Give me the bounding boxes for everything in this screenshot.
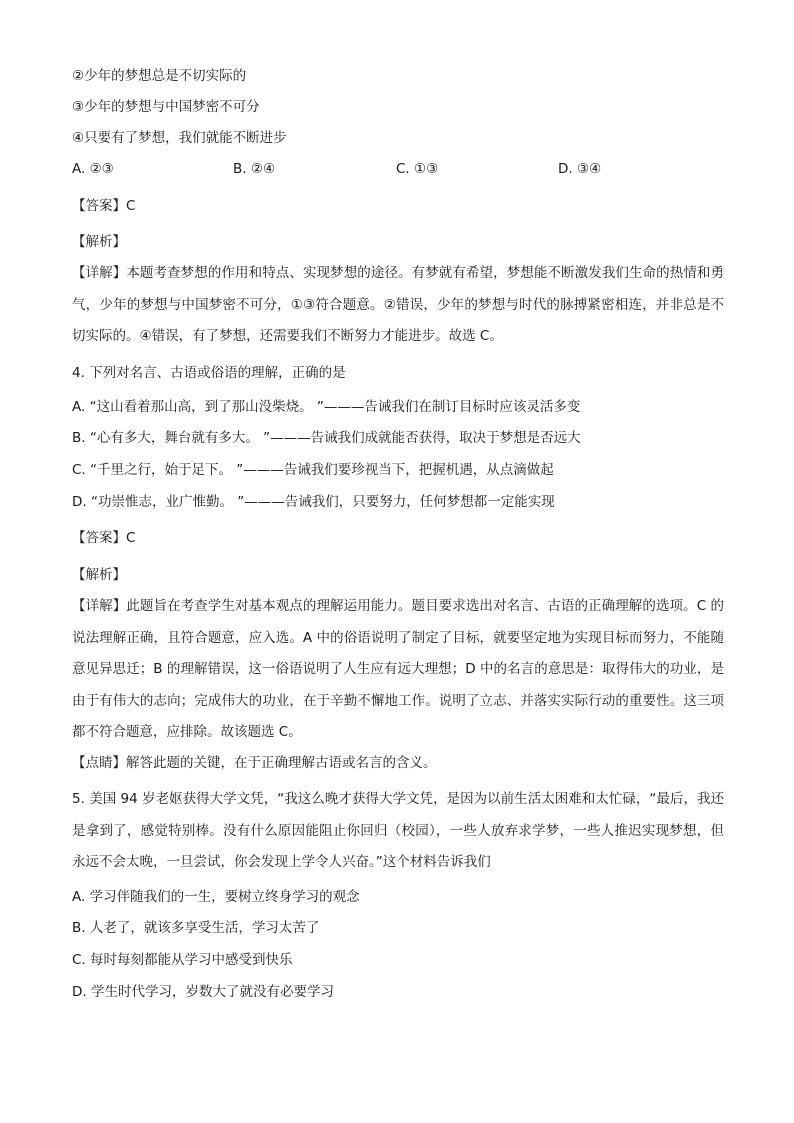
- q4-detail: 【详解】此题旨在考查学生对基本观点的理解运用能力。题目要求选出对名言、古语的正确理解的选项。C 的说法理解正确，且符合题意，应入选。A 中的俗语说明了制定了目标，就要坚定地为实现目标而努力，不能随意见异思迁；B 的理解错误，这一俗语说明了人生应有远大理想；D 中的名言的意思是：取得伟大的功业，是由于有伟大的志向；完成伟大的功业，在于辛勤不懈地工作。说明了立志、并落实实际行动的重要性。这三项都不符合题意，应排除。故该题选 C。: [72, 598, 724, 740]
- q4-option-b: B. “心有多大，舞台就有多大。 ”———告诫我们成就能否获得，取决于梦想是否远大: [72, 430, 581, 446]
- q4-analysis-title: 【解析】: [72, 567, 126, 583]
- q4-answer: 【答案】C: [72, 530, 136, 546]
- q3-analysis-title: 【解析】: [72, 234, 126, 250]
- q3-statement-4: ④只要有了梦想，我们就能不断进步: [72, 130, 287, 146]
- q5-option-c: C. 每时每刻都能从学习中感受到快乐: [72, 952, 293, 968]
- q5-stem: 5. 美国 94 岁老妪获得大学文凭，“我这么晚才获得大学文凭，是因为以前生活太困难和太忙碌，“最后，我还是拿到了，感觉特别棒。没有什么原因能阻止你回归（校园），一些人放弃求学梦，一些人推迟实现梦想，但永远不会太晚，一旦尝试，你会发现上学令人兴奋。”这个材料告诉我们: [72, 791, 724, 870]
- q3-option-d: D. ③④: [558, 161, 602, 177]
- q3-statement-2: ②少年的梦想总是不切实际的: [72, 68, 247, 84]
- q3-options: [72, 158, 732, 180]
- q4-option-c: C. “千里之行，始于足下。 ”———告诫我们要珍视当下，把握机遇，从点滴做起: [72, 462, 554, 478]
- q3-option-b: B. ②④: [233, 161, 276, 177]
- q5-option-b: B. 人老了，就该多享受生活，学习太苦了: [72, 920, 320, 936]
- q4-stem: 4. 下列对名言、古语或俗语的理解，正确的是: [72, 365, 346, 381]
- q3-option-c: C. ①③: [396, 161, 439, 177]
- q4-tip: 【点睛】解答此题的关键，在于正确理解古语或名言的含义。: [72, 755, 437, 771]
- q3-statement-3: ③少年的梦想与中国梦密不可分: [72, 99, 260, 115]
- q3-detail: 【详解】本题考查梦想的作用和特点、实现梦想的途径。有梦就有希望，梦想能不断激发我们生命的热情和勇气，少年的梦想与中国梦密不可分，①③符合题意。②错误，少年的梦想与时代的脉搏紧密相连，并非总是不切实际的。④错误，有了梦想，还需要我们不断努力才能进步。故选 C。: [72, 265, 724, 344]
- q4-option-a: A. “这山看着那山高，到了那山没柴烧。 ”———告诫我们在制订目标时应该灵活多变: [72, 399, 581, 415]
- q4-option-d: D. “功崇惟志，业广惟勤。 ”———告诫我们，只要努力，任何梦想都一定能实现: [72, 494, 555, 510]
- q5-option-d: D. 学生时代学习，岁数大了就没有必要学习: [72, 984, 334, 1000]
- q3-option-a: A. ②③: [72, 161, 114, 177]
- q3-answer: 【答案】C: [72, 198, 136, 214]
- q5-option-a: A. 学习伴随我们的一生，要树立终身学习的观念: [72, 889, 360, 905]
